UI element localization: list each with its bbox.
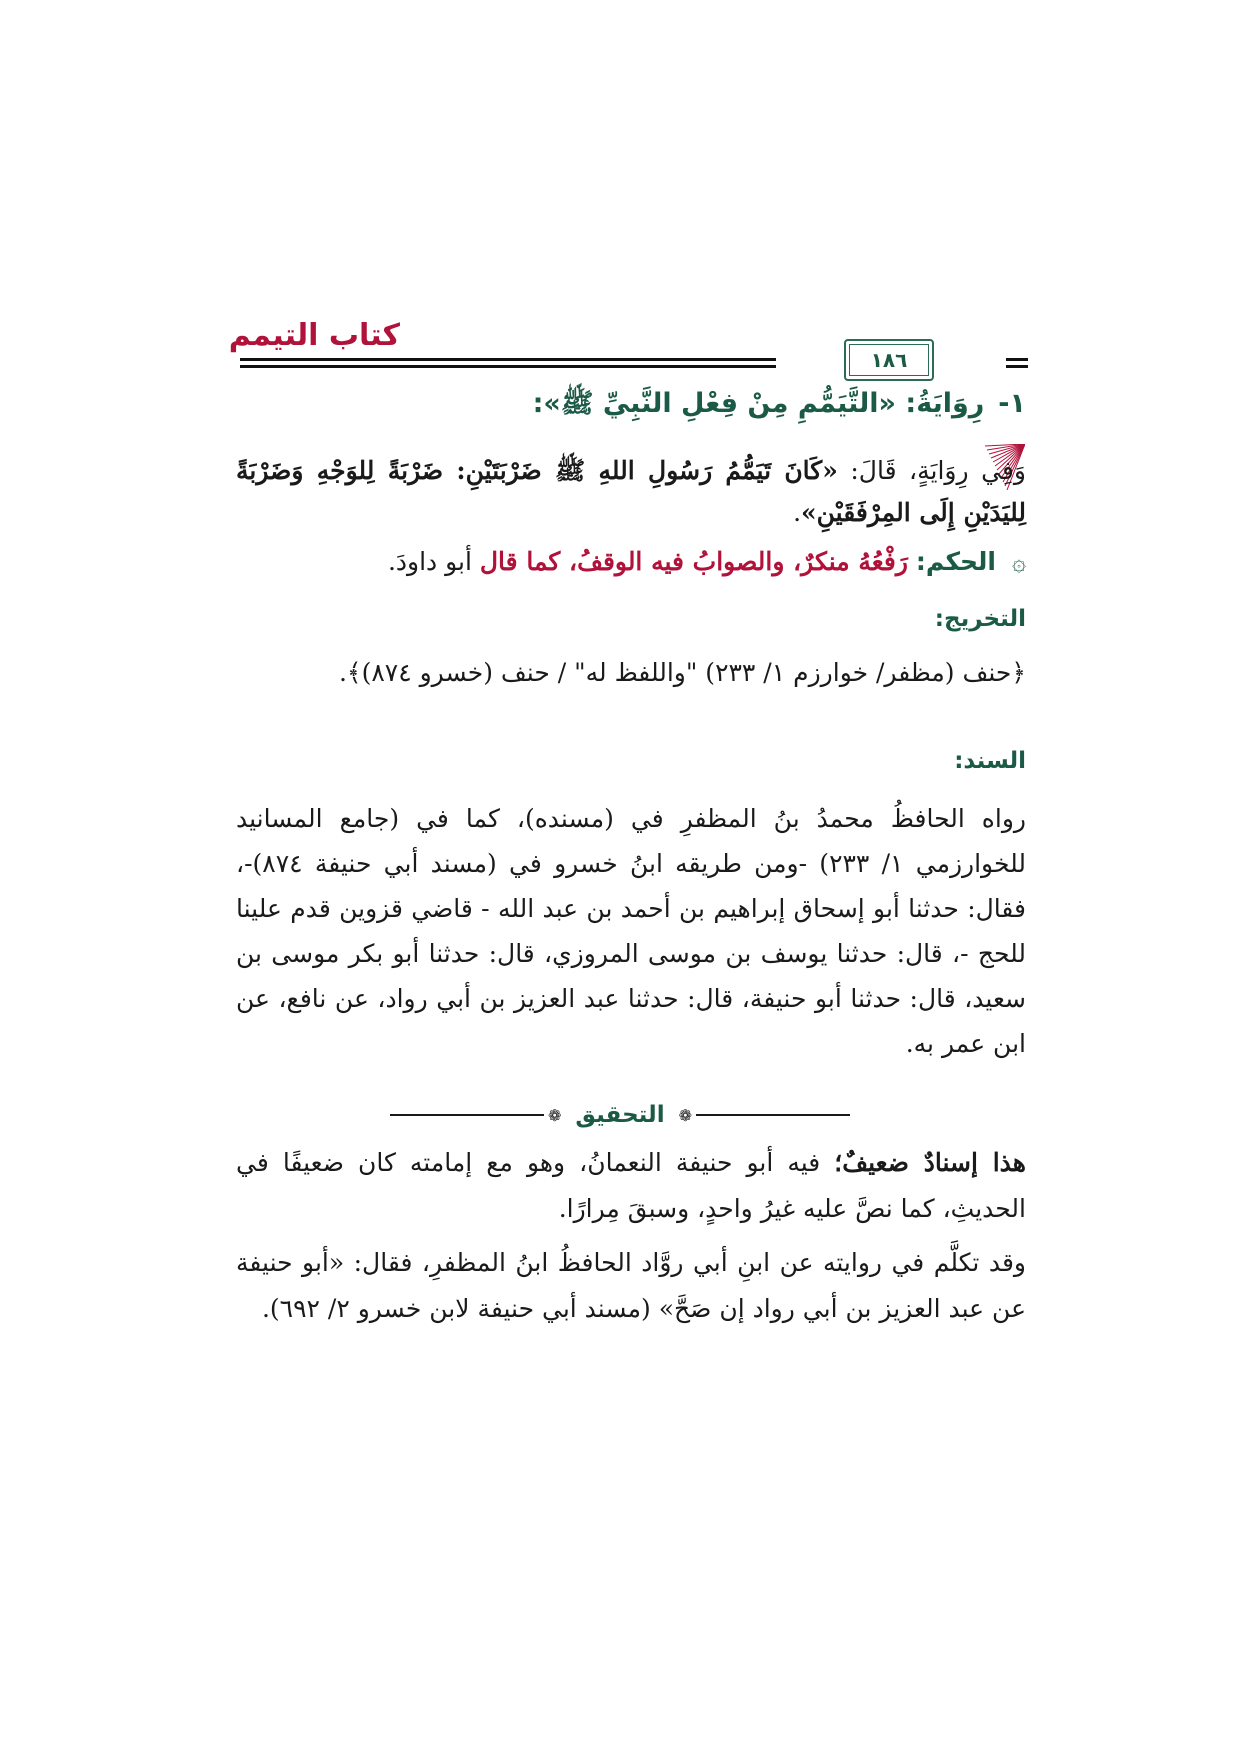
header-rule-tail-bottom [1006, 365, 1028, 368]
tahqiq-divider [390, 1100, 850, 1130]
tahqiq-paragraph-2: وقد تكلَّم في روايته عن ابنِ أبي روَّاد الحافظُ ابنُ المظفرِ، فقال: «أبو حنيفة عن عبد العزيز بن أبي رواد إن صَحَّ» (مسند أبي حنيفة لابن خسرو ٢/ ٦٩٢). [236, 1248, 1026, 1323]
narration-intro: وَفِي رِوَايَةٍ، قَالَ: [837, 456, 1026, 485]
verdict-text: رَفْعُهُ منكرٌ، والصوابُ فيه الوقفُ، كما قال [479, 547, 908, 576]
divider-ornament-icon: ❁ [678, 1105, 692, 1125]
sanad-text: رواه الحافظُ محمدُ بنُ المظفرِ في (مسنده)، كما في (جامع المسانيد للخوارزمي ١/ ٢٣٣) -ومن طريقه ابنُ خسرو في (مسند أبي حنيفة ٨٧٤)-، فقال: حدثنا أبو إسحاق إبراهيم بن أحمد بن عبد الله - قاضي قزوين قدم علينا للحج -، قال: حدثنا يوسف بن موسى المروزي، قال: حدثنا أبو بكر موسى بن سعيد، قال: حدثنا أبو حنيفة، قال: حدثنا عبد العزيز بن أبي رواد، عن نافع، عن ابن عمر به. [236, 804, 1027, 1058]
divider-ornament-icon: ❁ [548, 1105, 562, 1125]
book-title: كتاب التيمم [228, 318, 400, 353]
verdict-tail: أبو داودَ. [387, 547, 472, 576]
rub-el-hizb-icon: ۞ [1011, 548, 1026, 576]
divider-line-left [390, 1114, 544, 1116]
narration-paragraph [236, 450, 1026, 534]
section-heading [236, 386, 1026, 426]
tahqiq-verdict-bold: هذا إسنادٌ ضعيفٌ؛ [834, 1148, 1026, 1177]
header-rule-top [240, 358, 776, 361]
tahqiq-title: التحقيق [575, 1102, 665, 1128]
takhrij-text: ﴿حنف (مظفر/ خوارزم ١/ ٢٣٣) "واللفظ له" / حنف (خسرو ٨٧٤)﴾. [338, 658, 1026, 687]
tahqiq-paragraph-1-rest: فيه أبو حنيفة النعمانُ، وهو مع إمامته كان ضعيفًا في الحديثِ، كما نصَّ عليه غيرُ واحدٍ، وسبقَ مِرارًا. [236, 1148, 1026, 1223]
narration-end: . [793, 498, 802, 527]
verdict-line [236, 542, 1026, 582]
page-number: ١٨٦ [844, 339, 934, 381]
section-heading-text: رِوَايَةُ: «التَّيَمُّمِ مِنْ فِعْلِ النَّبِيِّ ﷺ»: [532, 388, 985, 419]
divider-line-right [696, 1114, 850, 1116]
page-number-badge [776, 338, 1002, 382]
takhrij-label: التخريج: [934, 606, 1026, 632]
narration-quote: «كَانَ تَيَمُّمُ رَسُولِ اللهِ ﷺ ضَرْبَتَيْنِ: ضَرْبَةً لِلوَجْهِ وَضَرْبَةً لِليَدَيْنِ إِلَى المِرْفَقَيْنِ» [236, 456, 1026, 527]
tahqiq-paragraph-1 [236, 1140, 1026, 1232]
verdict-label: الحكم: [915, 547, 996, 576]
sanad-label: السند: [954, 748, 1026, 774]
header-rule-tail-top [1006, 358, 1028, 361]
header-rule-bottom [240, 365, 776, 368]
section-number: ١- [998, 388, 1026, 419]
